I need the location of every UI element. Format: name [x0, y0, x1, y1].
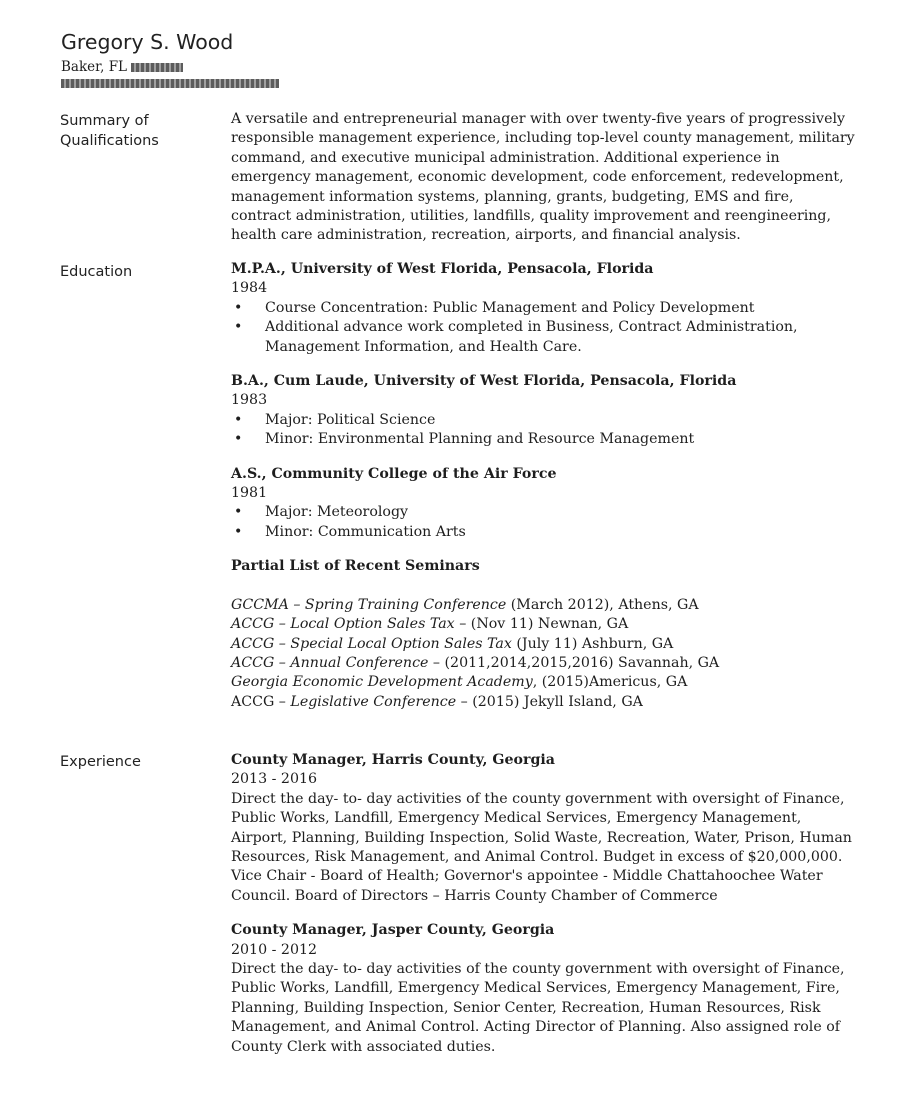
- spacer: [231, 906, 861, 921]
- seminar-details: – (2011,2014,2015,2016) Savannah, GA: [428, 654, 720, 671]
- bullet-item: • Major: Political Science: [265, 411, 871, 430]
- section-label-experience: Experience: [60, 754, 141, 770]
- spacer: [231, 1057, 861, 1072]
- job-entry: [231, 921, 861, 1072]
- degree-year: 1984: [231, 280, 268, 297]
- redacted-email: [61, 79, 279, 88]
- seminar-details: , (2015)Americus, GA: [532, 674, 688, 691]
- label-line: Qualifications: [60, 133, 159, 149]
- degree-title: A.S., Community College of the Air Force: [231, 465, 557, 482]
- degree-entry: [231, 465, 871, 558]
- spacer: [231, 450, 871, 465]
- job-years: 2010 - 2012: [231, 941, 318, 958]
- degree-bullets: [231, 299, 871, 357]
- degree-entry: [231, 372, 871, 465]
- section-label-summary: [60, 111, 159, 151]
- seminar-item: [231, 635, 871, 654]
- job-description: Direct the day- to- day activities of the county government with oversight of Finance, Public Works, Landfill, Emergency Medical Services, Emergency Management, Fire, Planning, Building Inspection, Senior Center, Recreation, Human Resources, Risk Management, and Animal Control. Acting Director of Planning. Also assigned role of County Clerk with associated duties.: [231, 961, 845, 1055]
- job-title: County Manager, Harris County, Georgia: [231, 752, 555, 768]
- seminar-details: – (Nov 11) Newnan, GA: [454, 616, 629, 633]
- education-section: [231, 260, 871, 712]
- bullet-item: • Course Concentration: Public Management and Policy Development: [265, 299, 871, 318]
- seminar-item: [231, 596, 871, 615]
- degree-entry: [231, 260, 871, 372]
- seminar-name: ACCG – Local Option Sales Tax: [231, 616, 455, 633]
- job-entry: [231, 751, 861, 921]
- seminar-details: (July 11) Ashburn, GA: [511, 635, 674, 652]
- degree-bullets: [231, 503, 871, 542]
- job-years: 2013 - 2016: [231, 771, 318, 788]
- seminar-name: ACCG – Annual Conference: [231, 654, 429, 671]
- candidate-name: Gregory S. Wood: [61, 30, 234, 54]
- seminar-details: (March 2012), Athens, GA: [506, 596, 699, 613]
- spacer: [231, 357, 871, 372]
- spacer: [231, 542, 871, 557]
- summary-text: A versatile and entrepreneurial manager with over twenty-five years of progressively responsible management experience, including top-level county management, military command, and executive municipal administration. Additional experience in emergency management, economic development, code enforcement, redevelopment, management information systems, planning, grants, budgeting, EMS and fire, contract administration, utilities, landfills, quality improvement and reengineering, health care administration, recreation, airports, and financial analysis.: [231, 111, 855, 244]
- job-title: County Manager, Jasper County, Georgia: [231, 922, 555, 939]
- degree-title: B.A., Cum Laude, University of West Florida, Pensacola, Florida: [231, 373, 737, 390]
- seminar-name: Legislative Conference: [290, 693, 457, 710]
- bullet-item: • Minor: Environmental Planning and Resource Management: [265, 430, 871, 449]
- seminar-list: [231, 596, 871, 712]
- seminar-prefix: ACCG –: [231, 693, 291, 710]
- redacted-phone: [131, 63, 183, 72]
- seminar-item: [231, 693, 871, 712]
- job-description: Direct the day- to- day activities of the county government with oversight of Finance, Public Works, Landfill, Emergency Medical Services, Emergency Management, Airport, Planning, Building Inspection, Solid Waste, Recreation, Water, Prison, Human Resources, Risk Management, and Animal Control. Budget in excess of $20,000,000. Vice Chair - Board of Health; Governor's appointee - Middle Chattahoochee Water Council. Board of Directors – Harris County Chamber of Commerce: [231, 790, 852, 904]
- seminar-item: [231, 654, 871, 673]
- seminar-item: [231, 673, 871, 692]
- degree-year: 1981: [231, 485, 268, 502]
- degree-title: M.P.A., University of West Florida, Pensacola, Florida: [231, 261, 654, 277]
- seminar-details: – (2015) Jekyll Island, GA: [456, 693, 643, 710]
- seminar-name: Georgia Economic Development Academy: [231, 674, 533, 691]
- experience-section: [231, 751, 861, 1072]
- section-label-education: Education: [60, 264, 133, 280]
- bullet-item: • Major: Meteorology: [265, 503, 871, 522]
- location: Baker, FL: [61, 59, 128, 75]
- degree-year: 1983: [231, 392, 268, 409]
- degree-bullets: [231, 411, 871, 450]
- contact-info: [61, 59, 279, 91]
- seminars-title: Partial List of Recent Seminars: [231, 558, 480, 575]
- seminar-name: ACCG – Special Local Option Sales Tax: [231, 635, 512, 652]
- bullet-item: • Additional advance work completed in Business, Contract Administration, Management Information, and Health Care.: [265, 318, 871, 357]
- label-line: Summary of: [60, 113, 149, 129]
- seminar-name: GCCMA – Spring Training Conference: [231, 596, 507, 613]
- bullet-item: • Minor: Communication Arts: [265, 523, 871, 542]
- seminar-item: [231, 615, 871, 634]
